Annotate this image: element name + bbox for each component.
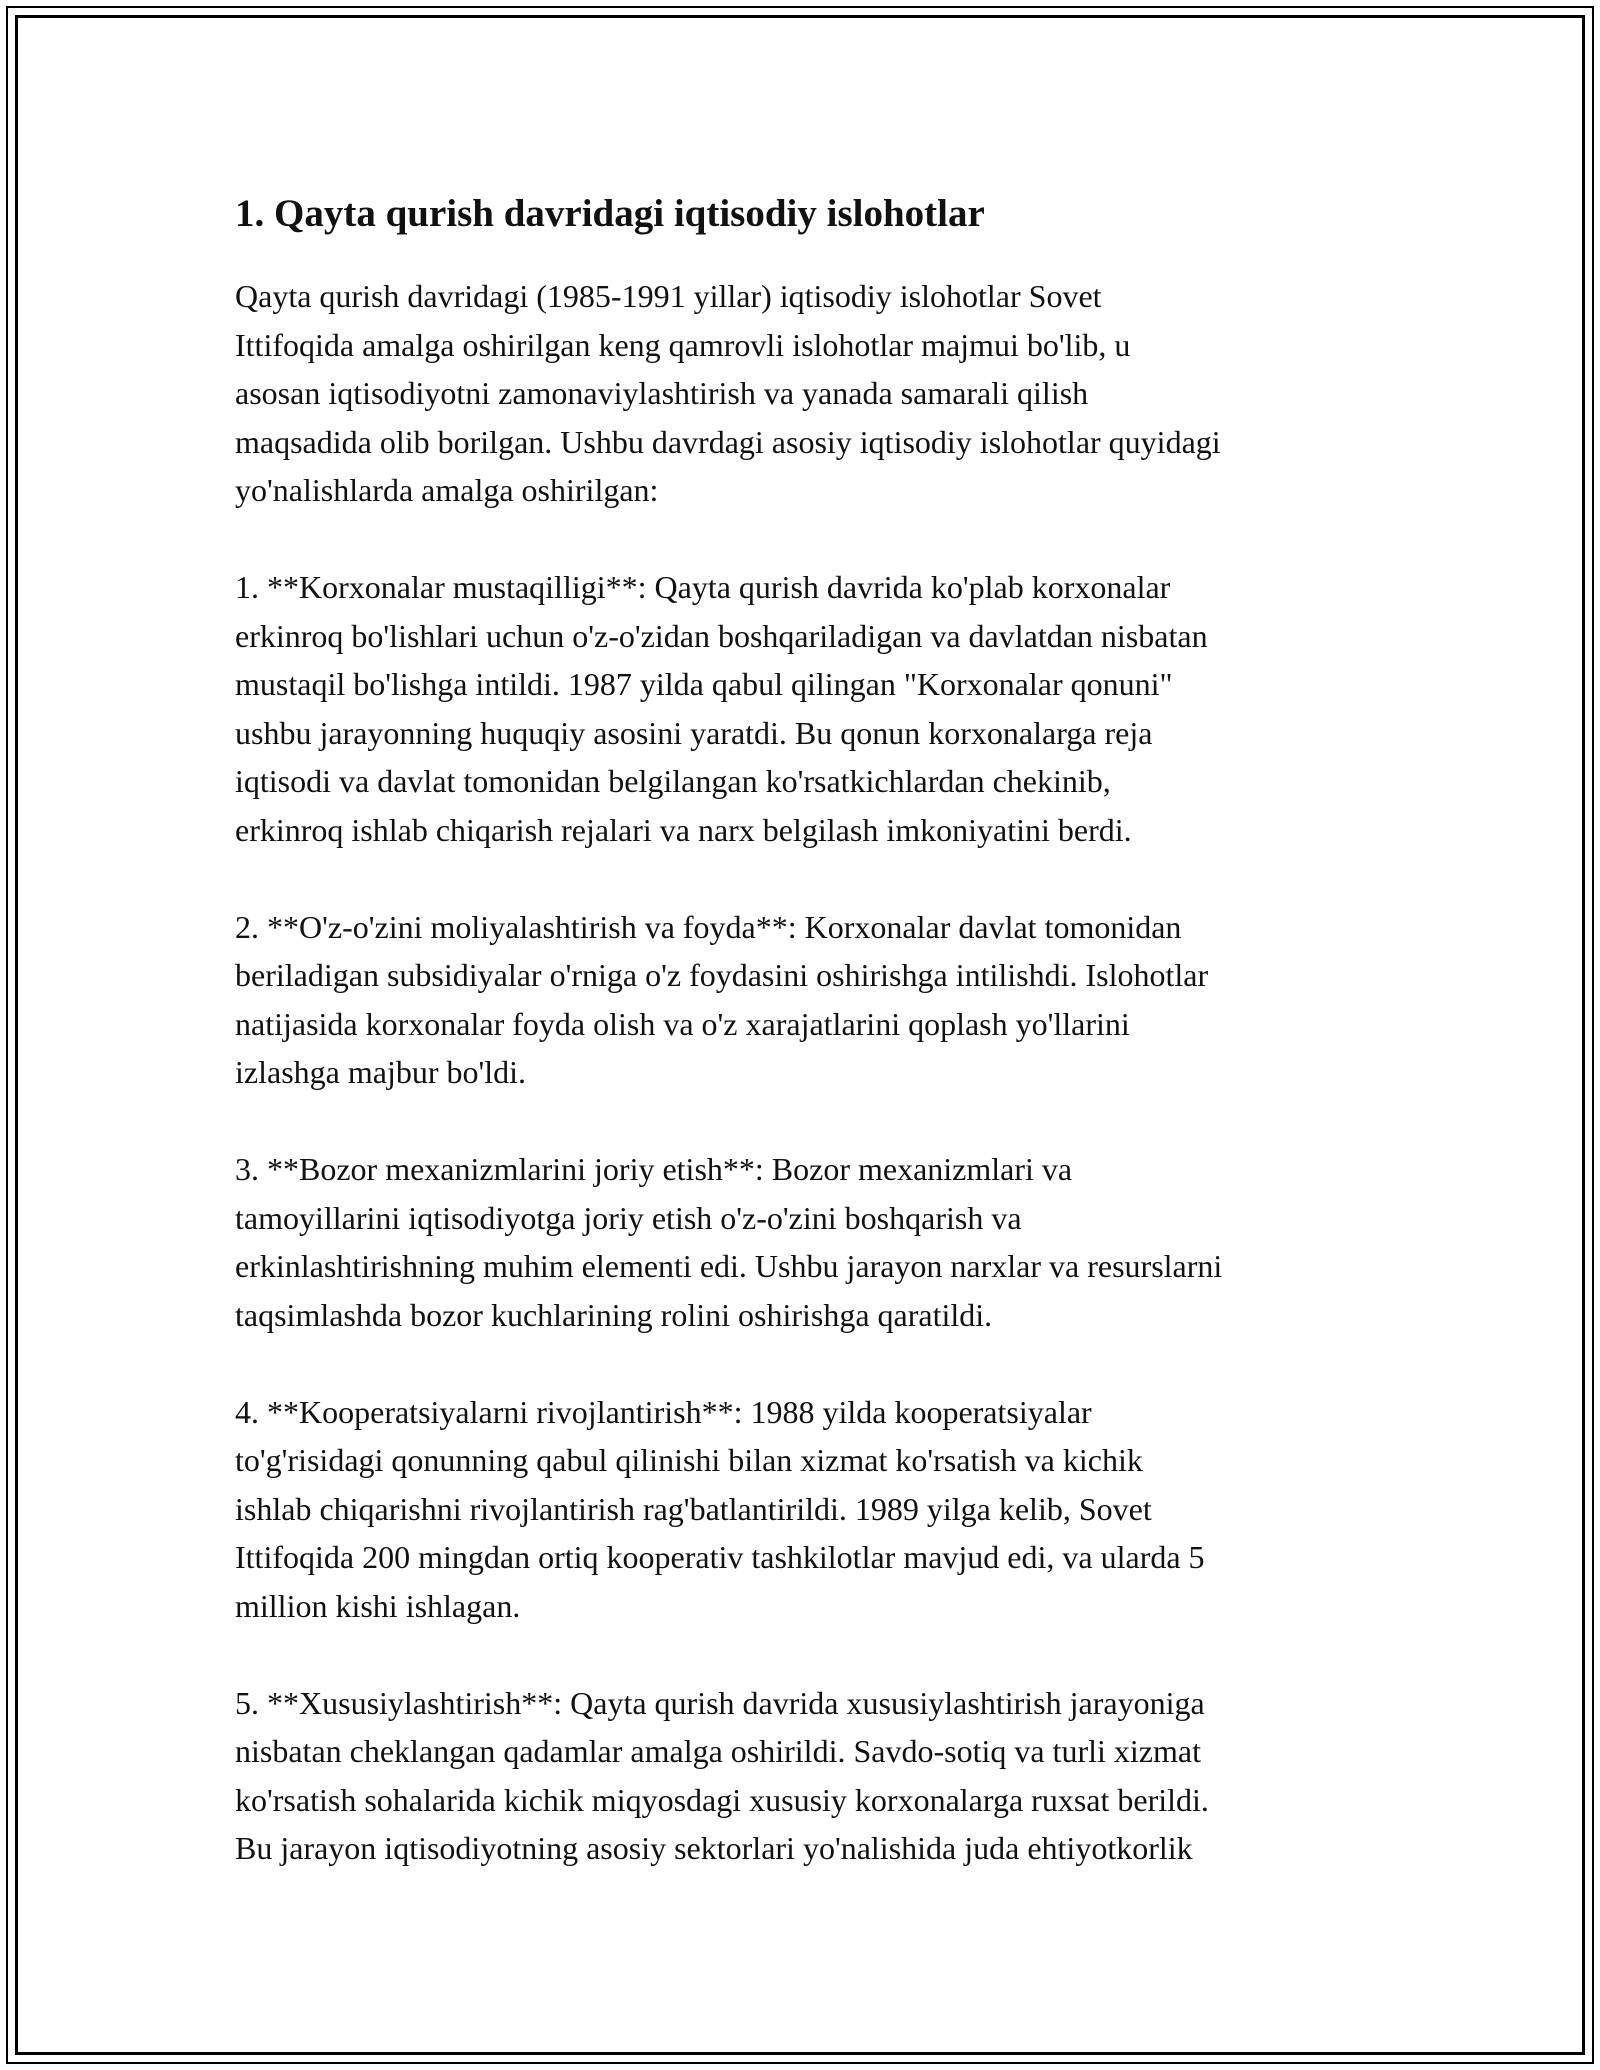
text-line: 2. **O'z-o'zini moliyalashtirish va foyda**: Korxonalar davlat tomonidan [235,908,1182,945]
text-line: Bu jarayon iqtisodiyotning asosiy sektorlari yo'nalishida juda ehtiyotkorlik [235,1830,1193,1866]
text-line: mustaqil bo'lishga intildi. 1987 yilda qabul qilingan "Korxonalar qonuni" [235,666,1173,702]
text-line: Ittifoqida 200 mingdan ortiq kooperativ tashkilotlar mavjud edi, va ularda 5 [235,1539,1205,1575]
text-line: 3. **Bozor mexanizmlarini joriy etish**: Bozor mexanizmlari va [235,1151,1073,1187]
text-line: 1. **Korxonalar mustaqilligi**: Qayta qurish davrida ko'plab korxonalar [235,569,1171,605]
list-item-paragraph-2 [235,903,1385,1097]
text-line: ushbu jarayonning huquqiy asosini yaratdi. Bu qonun korxonalarga reja [235,714,1153,751]
document-body [235,186,1385,1921]
list-item-paragraph-1 [235,563,1385,854]
text-line: tamoyillarini iqtisodiyotga joriy etish o'z-o'zini boshqarish va [235,1199,1022,1236]
list-item-paragraph-5 [235,1679,1385,1873]
text-line: erkinroq bo'lishlari uchun o'z-o'zidan boshqariladigan va davlatdan nisbatan [235,617,1208,654]
text-line: ko'rsatish sohalarida kichik miqyosdagi xususiy korxonalarga ruxsat berildi. [235,1781,1209,1818]
intro-paragraph [235,272,1385,515]
section-heading: 1. Qayta qurish davridagi iqtisodiy islohotlar [235,192,985,235]
text-line: izlashga majbur bo'ldi. [235,1054,527,1090]
text-line: erkinroq ishlab chiqarish rejalari va narx belgilash imkoniyatini berdi. [235,811,1132,848]
text-line: yo'nalishlarda amalga oshirilgan: [235,472,659,508]
text-line: iqtisodi va davlat tomonidan belgilangan ko'rsatkichlardan chekinib, [235,763,1111,799]
text-line: beriladigan subsidiyalar o'rniga o'z foydasini oshirishga intilishdi. Islohotlar [235,957,1209,993]
text-line: ishlab chiqarishni rivojlantirish rag'batlantirildi. 1989 yilga kelib, Sovet [235,1490,1152,1527]
list-item-paragraph-4 [235,1388,1385,1631]
text-line: asosan iqtisodiyotni zamonaviylashtirish va yanada samarali qilish [235,375,1089,411]
text-line: Ittifoqida amalga oshirilgan keng qamrovli islohotlar majmui bo'lib, u [235,326,1131,363]
text-line: natijasida korxonalar foyda olish va o'z xarajatlarini qoplash yo'llarini [235,1005,1130,1042]
text-line: 4. **Kooperatsiyalarni rivojlantirish**: 1988 yilda kooperatsiyalar [235,1393,1092,1430]
text-line: to'g'risidagi qonunning qabul qilinishi bilan xizmat ko'rsatish va kichik [235,1442,1143,1478]
text-line: 5. **Xususiylashtirish**: Qayta qurish davrida xususiylashtirish jarayoniga [235,1684,1205,1721]
text-line: maqsadida olib borilgan. Ushbu davrdagi asosiy iqtisodiy islohotlar quyidagi [235,423,1221,460]
text-line: taqsimlashda bozor kuchlarining rolini oshirishga qaratildi. [235,1296,993,1333]
text-line: erkinlashtirishning muhim elementi edi. Ushbu jarayon narxlar va resurslarni [235,1248,1223,1284]
text-line: nisbatan cheklangan qadamlar amalga oshirildi. Savdo-sotiq va turli xizmat [235,1733,1201,1769]
text-line: million kishi ishlagan. [235,1587,521,1624]
text-line: Qayta qurish davridagi (1985-1991 yillar) iqtisodiy islohotlar Sovet [235,278,1102,314]
list-item-paragraph-3 [235,1145,1385,1339]
